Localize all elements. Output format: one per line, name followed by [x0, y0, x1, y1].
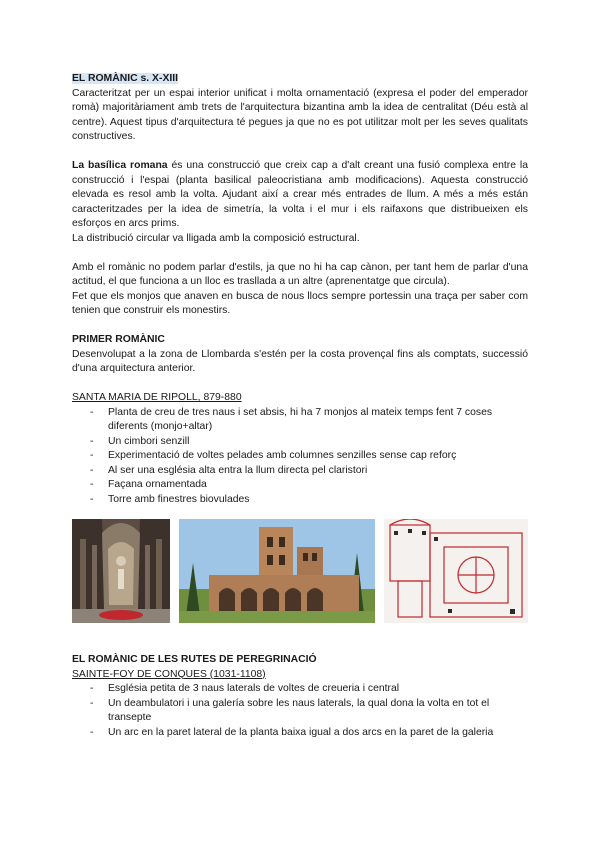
paragraph-style-1: Amb el romànic no podem parlar d'estils, ja que no hi ha cap cànon, per tant hem de parlar d'una actitud, el que funciona a un lloc es trasllada a un altre (aprenentatge que circula). [72, 261, 528, 287]
document-body [72, 72, 528, 740]
list-item: - Torre amb finestres biovulades [72, 493, 528, 508]
basilica-term: La basílica romana [72, 160, 168, 171]
section-title-primer-romanic: PRIMER ROMÀNIC [72, 334, 165, 345]
interior-nave-photo [72, 519, 170, 623]
paragraph-circular: La distribució circular va lligada amb la composició estructural. [72, 232, 360, 244]
section-title-romanic: EL ROMÀNIC s. X-XIII [72, 73, 179, 84]
floor-plan-drawing [384, 519, 528, 623]
list-item: - Un arc en la paret lateral de la planta baixa igual a dos arcs en la paret de la galeria [72, 726, 528, 741]
list-item: - Façana ornamentada [72, 478, 528, 493]
list-item: - Planta de creu de tres naus i set absis, hi ha 7 monjos al mateix temps fent 7 coses diferents (monjo+altar) [72, 406, 528, 435]
paragraph-basilica: La basílica romana és una construcció que creix cap a d'alt creant una fusió complexa entre la construcció i l'espai (planta basilical paleocristiana amb modificacions). Aquesta construcció elevada es resol amb la volta. Ajudant així a crear més entrades de llum. A més a més están caracteritzades per la idea de simetría, la volta i el mur i els raifaxons que distribueixen els esforços en arcs prims. [72, 160, 528, 229]
paragraph-intro: Caracteritzat per un espai interior unificat i molta ornamentació (expresa el poder del emperador romà) majoritàriament amb trets de l'arquitectura bizantina amb la idea de centralitat (Déu està al centre). Aquest tipus d'arquitectura té pegues ja que no es pot utilitzar molt per les seves qualitats constructives. [72, 87, 528, 142]
subtitle-ripoll: SANTA MARIA DE RIPOLL, 879-880 [72, 392, 242, 403]
paragraph-style-2: Fet que els monjos que anaven en busca de nous llocs sempre portessin una traça per saber com tenien que construir els monestirs. [72, 290, 528, 316]
paragraph-primer-intro: Desenvolupat a la zona de Llombarda s'estén per la costa provençal fins als comptats, successió d'una arquitectura anterior. [72, 348, 528, 374]
monastery-exterior-photo [179, 519, 375, 623]
list-item: - Un deambulatori i una galería sobre les naus laterals, la qual dona la volta en tot el transepte [72, 697, 528, 726]
conques-list [72, 682, 528, 740]
ripoll-list [72, 406, 528, 508]
subtitle-conques: SAINTE-FOY DE CONQUES (1031-1108) [72, 668, 266, 680]
list-item: - Església petita de 3 naus laterals de voltes de creueria i central [72, 682, 528, 697]
ripoll-image-row [72, 519, 528, 623]
list-item: - Un cimbori senzill [72, 435, 528, 450]
list-item: - Experimentació de voltes pelades amb columnes senzilles sense cap reforç [72, 449, 528, 464]
list-item: - Al ser una església alta entra la llum directa pel claristori [72, 464, 528, 479]
section-title-rutes: EL ROMÀNIC DE LES RUTES DE PEREGRINACIÓ [72, 654, 317, 665]
